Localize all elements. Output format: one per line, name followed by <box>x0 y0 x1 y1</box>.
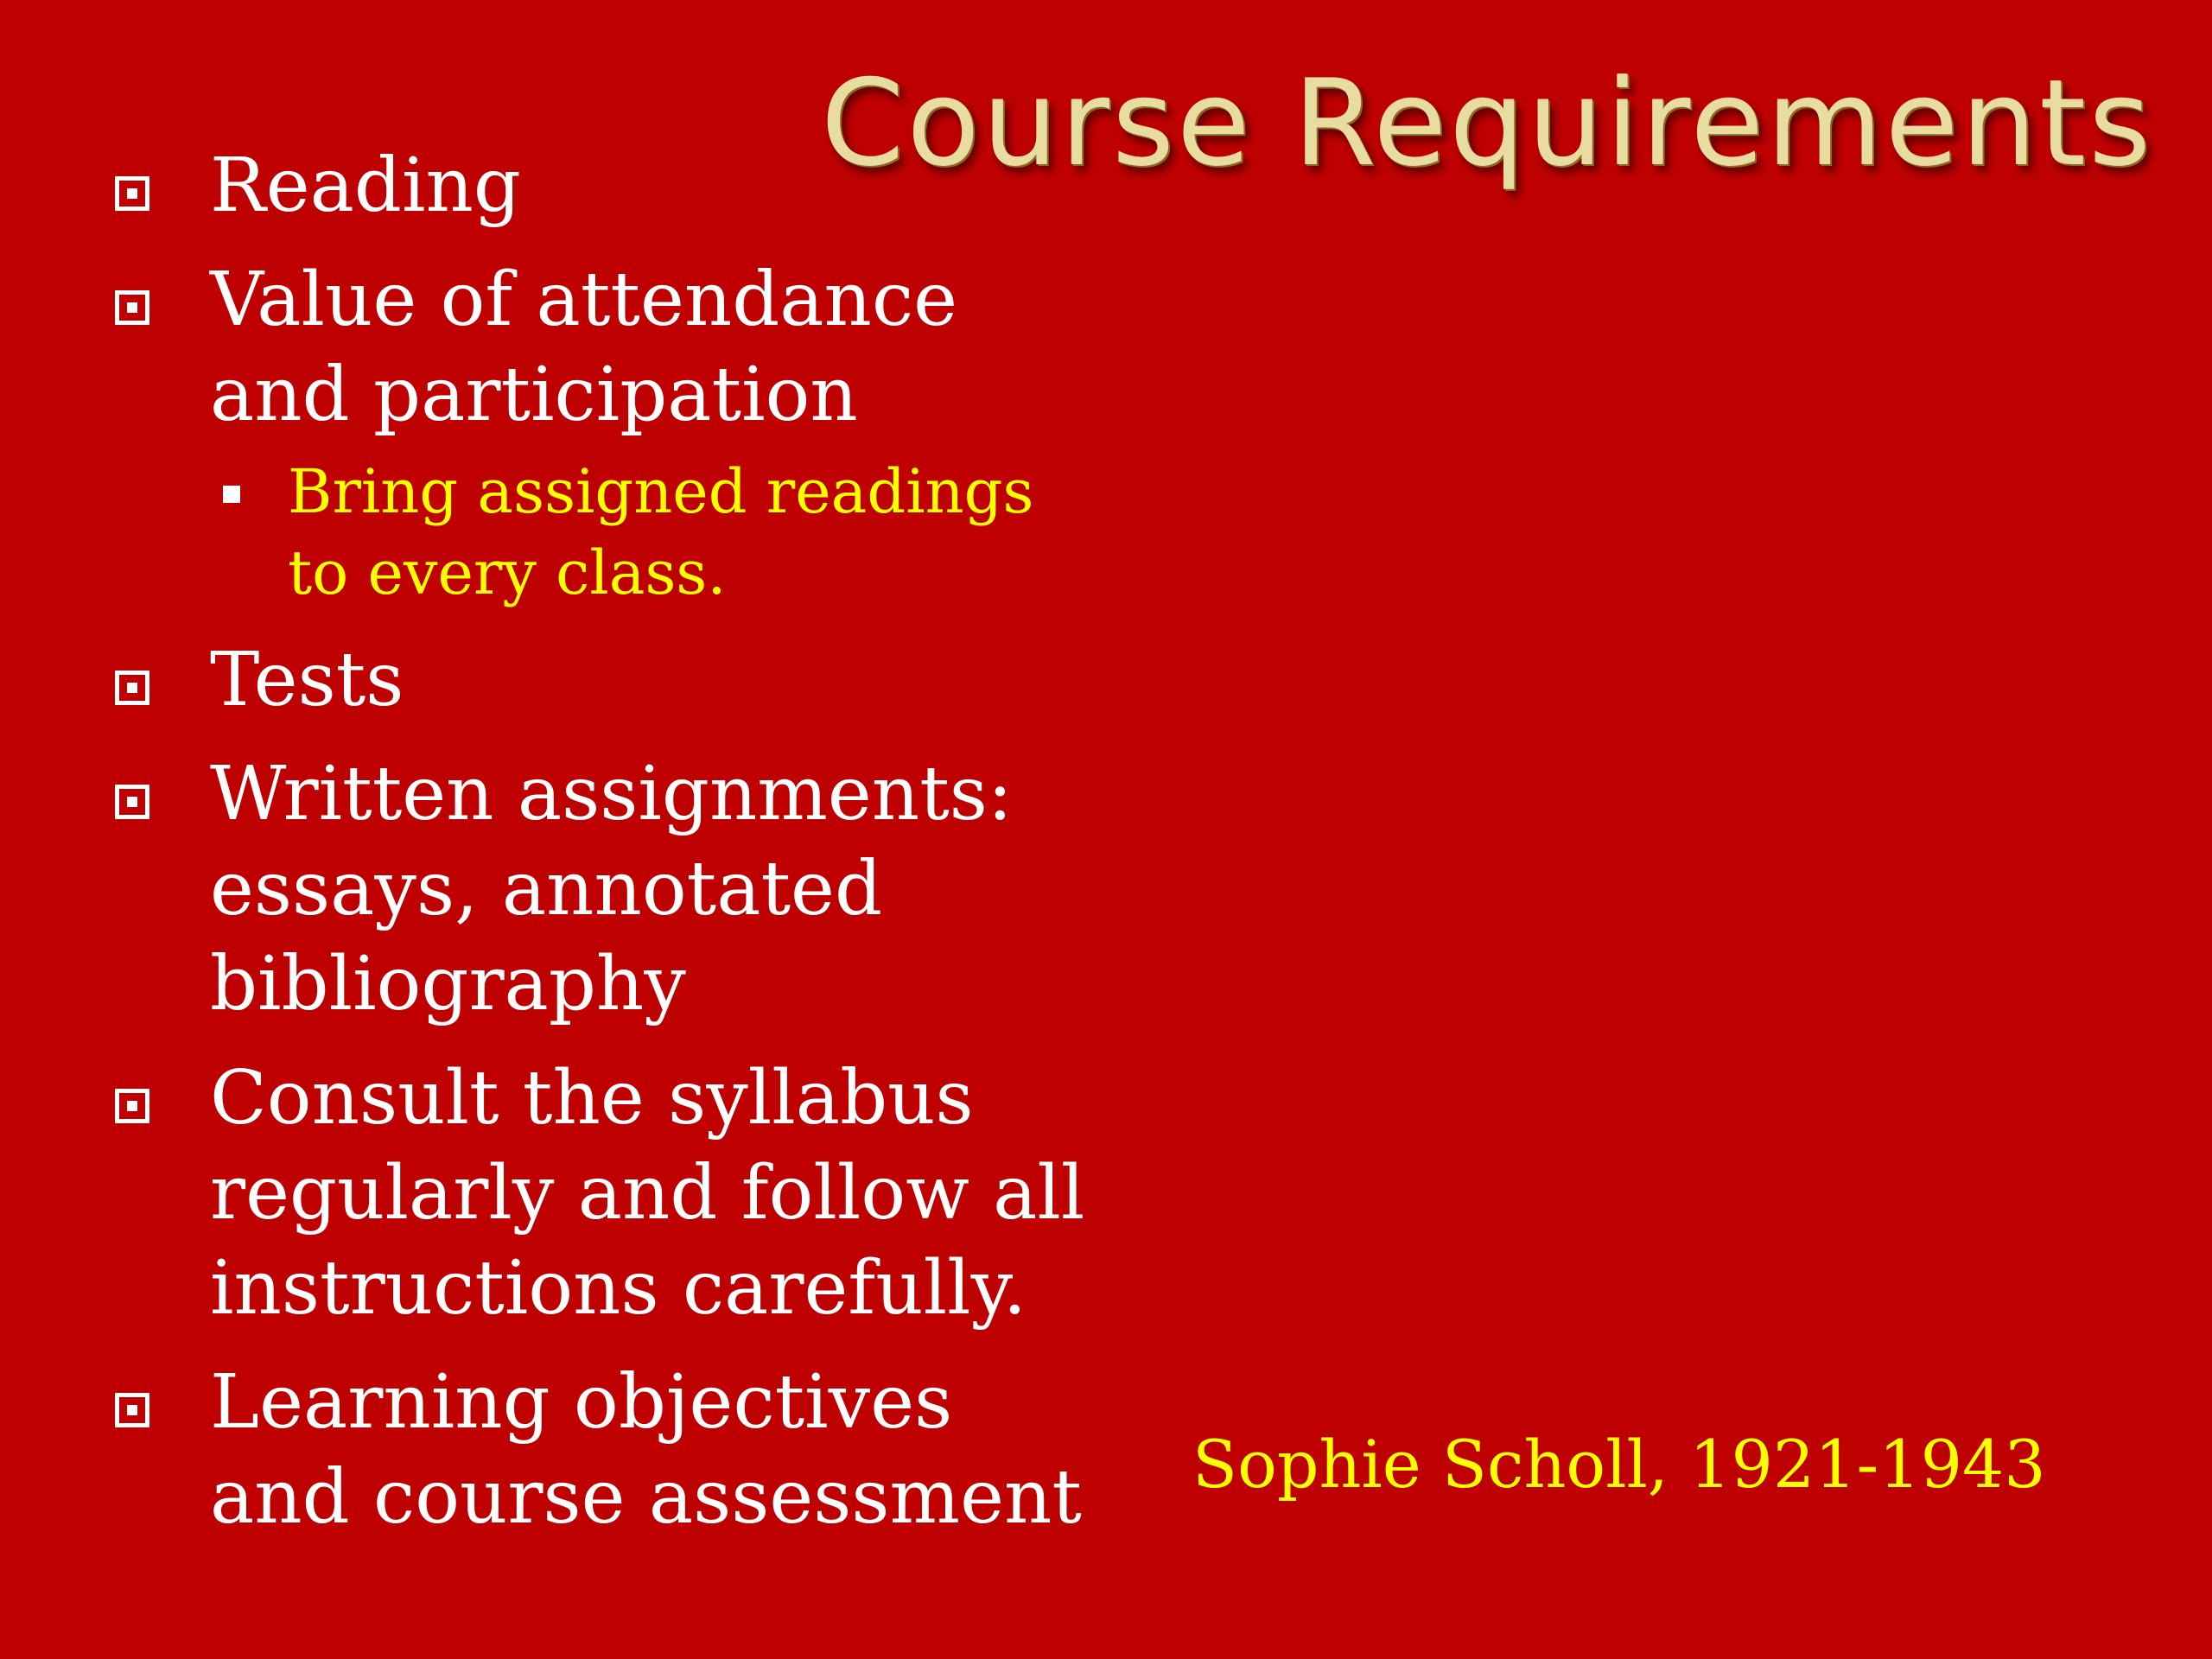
bullet-item <box>0 252 1089 613</box>
square-dot-bullet-icon <box>115 785 149 819</box>
bullet-text: Tests <box>210 637 404 723</box>
bullet-item <box>0 632 1089 728</box>
bullet-item <box>0 1355 1089 1545</box>
bullet-text: Written assignments: essays, annotated bibliography <box>210 751 1013 1027</box>
square-dot-bullet-icon <box>115 176 149 211</box>
square-dot-bullet-icon <box>115 290 149 325</box>
sub-bullet-list <box>210 451 1089 613</box>
bullet-text: Learning objectives and course assessment <box>210 1359 1082 1541</box>
bullet-item <box>0 138 1089 233</box>
bullet-text: Consult the syllabus regularly and follow all instructions carefully. <box>210 1055 1085 1332</box>
bullet-item <box>0 747 1089 1032</box>
slide-title: Course Requirements <box>821 54 2154 193</box>
bullet-list <box>0 138 1089 1564</box>
square-dot-bullet-icon <box>115 1393 149 1427</box>
sub-bullet-text: Bring assigned readings to every class. <box>288 456 1034 608</box>
sub-bullet-item <box>210 451 1089 613</box>
small-square-bullet-icon <box>223 486 240 503</box>
square-dot-bullet-icon <box>115 1089 149 1123</box>
bullet-text: Reading <box>210 143 521 229</box>
bullet-text: Value of attendance and participation <box>210 257 957 438</box>
bullet-item <box>0 1051 1089 1336</box>
square-dot-bullet-icon <box>115 671 149 705</box>
image-caption: Sophie Scholl, 1921-1943 <box>1192 1426 2046 1503</box>
